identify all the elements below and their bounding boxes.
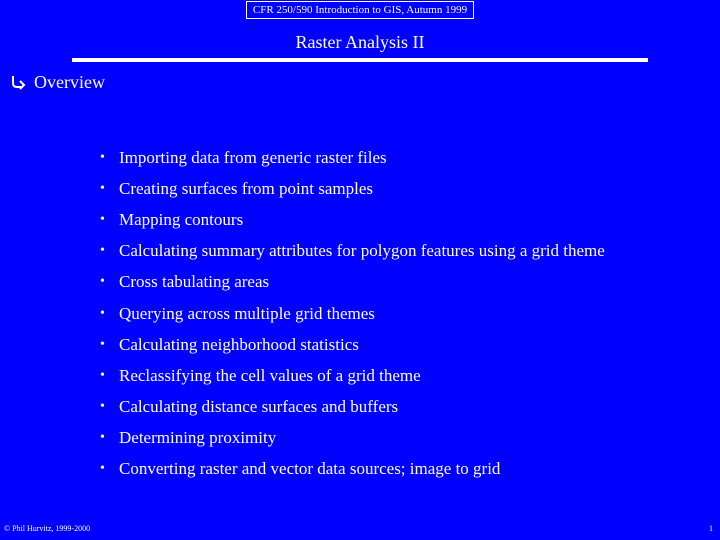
list-item-text: Creating surfaces from point samples bbox=[119, 178, 373, 198]
list-item-text: Calculating distance surfaces and buffers bbox=[119, 397, 399, 417]
topic-list bbox=[100, 142, 710, 485]
copyright: © Phil Hurvitz, 1999-2000 bbox=[4, 524, 91, 533]
list-item-text: Reclassifying the cell values of a grid theme bbox=[119, 365, 421, 385]
list-item-text: Converting raster and vector data sources; image to grid bbox=[119, 459, 501, 479]
bullet-icon: • bbox=[100, 274, 105, 290]
bullet-icon: • bbox=[100, 367, 105, 383]
list-item-text: Importing data from generic raster files bbox=[119, 147, 387, 167]
list-item bbox=[100, 329, 710, 360]
list-item bbox=[100, 454, 710, 485]
list-item bbox=[100, 423, 710, 454]
list-item-text: Determining proximity bbox=[119, 428, 277, 448]
bullet-icon: • bbox=[100, 336, 105, 352]
bullet-icon: • bbox=[100, 461, 105, 477]
course-header: CFR 250/590 Introduction to GIS, Autumn 1999 bbox=[246, 1, 474, 19]
bullet-icon: • bbox=[100, 430, 105, 446]
list-item bbox=[100, 204, 710, 235]
list-item bbox=[100, 298, 710, 329]
title-divider bbox=[72, 58, 648, 62]
list-item bbox=[100, 142, 710, 173]
bullet-icon: • bbox=[100, 180, 105, 196]
bullet-icon: • bbox=[100, 243, 105, 259]
section-heading bbox=[10, 71, 105, 93]
curved-arrow-icon bbox=[10, 74, 34, 90]
list-item bbox=[100, 173, 710, 204]
bullet-icon: • bbox=[100, 305, 105, 321]
bullet-icon: • bbox=[100, 399, 105, 415]
list-item bbox=[100, 236, 710, 267]
list-item-text: Querying across multiple grid themes bbox=[119, 303, 375, 323]
header bbox=[0, 0, 720, 20]
bullet-icon: • bbox=[100, 149, 105, 165]
page-number: 1 bbox=[709, 524, 713, 533]
list-item-text: Cross tabulating areas bbox=[119, 272, 270, 292]
list-item bbox=[100, 392, 710, 423]
slide-title: Raster Analysis II bbox=[295, 32, 425, 52]
list-item bbox=[100, 267, 710, 298]
list-item-text: Calculating neighborhood statistics bbox=[119, 334, 359, 354]
bullet-icon: • bbox=[100, 211, 105, 227]
list-item bbox=[100, 360, 710, 391]
list-item-text: Mapping contours bbox=[119, 209, 244, 229]
section-label: Overview bbox=[34, 72, 105, 92]
list-item-text: Calculating summary attributes for polygon features using a grid theme bbox=[119, 241, 605, 261]
